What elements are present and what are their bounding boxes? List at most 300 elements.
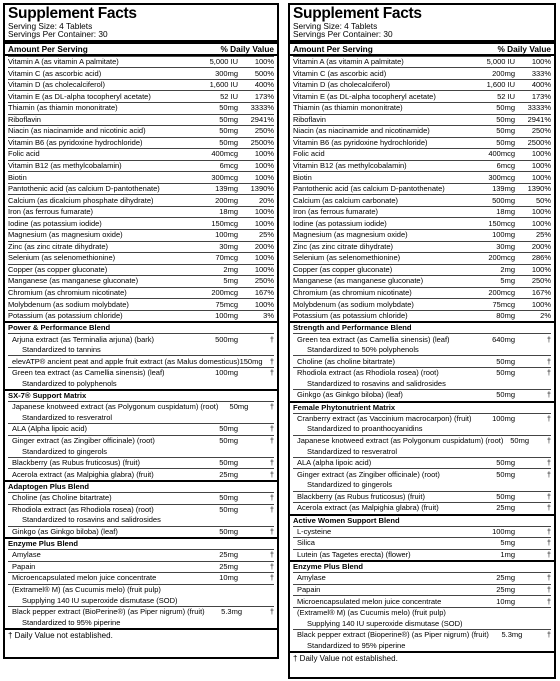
servings-per-container: Servings Per Container: 30 (8, 29, 108, 40)
column-header (293, 44, 551, 54)
daily-value: 100% (254, 57, 274, 67)
daily-value: 100% (531, 149, 551, 159)
ingredient-amount: 5,000 IU (209, 57, 238, 67)
daily-value: † (269, 424, 274, 434)
column-header (8, 44, 274, 54)
nutrient-row (8, 206, 274, 218)
daily-value: 3333% (250, 103, 274, 113)
daily-value: † (546, 390, 551, 400)
daily-value: 25% (535, 230, 551, 240)
ingredient-note-row (293, 641, 551, 652)
daily-value: † (269, 356, 274, 366)
ingredient-amount: 5mg (223, 276, 238, 286)
ingredient-amount: 50mg (219, 435, 238, 445)
ingredient-name: Magnesium (as magnesium oxide) (8, 230, 123, 240)
ingredient-amount: 5mg (500, 276, 515, 286)
ingredient-amount: 50mg (496, 126, 515, 136)
ingredient-amount: 50mg (219, 126, 238, 136)
ingredient-name: ALA (alpha lipoic acid) (297, 458, 372, 468)
ingredient-amount: 50mg (219, 114, 238, 124)
blend-title: Adaptogen Plus Blend (8, 481, 90, 491)
ingredient-amount: 100mg (492, 230, 515, 240)
nutrient-row (293, 217, 551, 229)
nutrient-row (8, 264, 274, 276)
amount-header: Amount Per Serving (8, 43, 88, 54)
ingredient-name: Vitamin B6 (as pyridoxine hydrochloride) (8, 137, 143, 147)
nutrient-row (8, 561, 274, 573)
ingredient-name: Cranberry extract (as Vaccinium macrocarpon) (fruit) (297, 413, 472, 423)
ingredient-name: Copper (as copper gluconate) (8, 264, 108, 274)
ingredient-name: L-cysteine (297, 526, 332, 536)
ingredient-note-row (8, 595, 274, 606)
ingredient-name: Black pepper extract (BioPerine®) (as Piper nigrum) (fruit) (12, 607, 205, 617)
daily-value: 20% (258, 195, 274, 205)
nutrient-row (8, 56, 274, 68)
daily-value: 286% (531, 253, 551, 263)
ingredient-name: Standardized to resveratrol (22, 412, 113, 422)
ingredient-name: (Extramel® M) (as Cucumis melo) (fruit pulp) (297, 608, 446, 618)
blend-section (290, 514, 554, 561)
ingredient-amount: 1,600 IU (209, 80, 238, 90)
ingredient-amount: 50mg (496, 137, 515, 147)
daily-value: 500% (254, 68, 274, 78)
ingredient-name: Choline (as choline bitartrate) (297, 356, 395, 366)
daily-value: † (546, 503, 551, 513)
ingredient-amount: 200mg (492, 68, 515, 78)
nutrient-row (293, 194, 551, 206)
ingredient-name: Niacin (as niacinamide and nicotinic acid) (8, 126, 146, 136)
ingredient-name: Blackberry (as Rubus fruticosus) (fruit) (297, 491, 425, 501)
nutrient-row (8, 137, 274, 149)
daily-value: 100% (254, 299, 274, 309)
ingredient-name: Vitamin B12 (as methylcobalamin) (293, 160, 407, 170)
nutrient-row (293, 275, 551, 287)
ingredient-amount: 50mg (496, 491, 515, 501)
ingredient-name: Copper (as copper gluconate) (293, 264, 393, 274)
ingredient-name: Standardized to proanthocyanidins (307, 424, 423, 434)
ingredient-amount: 50mg (219, 137, 238, 147)
nutrient-row (293, 160, 551, 172)
nutrient-row (293, 114, 551, 126)
ingredient-note-row (8, 446, 274, 457)
serving-size: Serving Size: 4 Tablets (8, 21, 93, 31)
nutrient-row (8, 275, 274, 287)
nutrient-row (293, 79, 551, 91)
ingredient-name: Ginger extract (as Zingiber officinale) (root) (297, 469, 440, 479)
nutrient-row (8, 468, 274, 480)
ingredient-amount: 50mg (496, 356, 515, 366)
ingredient-note-row (293, 379, 551, 390)
ingredient-name: Choline (as Choline bitartrate) (12, 493, 112, 503)
ingredient-amount: 18mg (219, 207, 238, 217)
ingredient-name: Microencapsulated melon juice concentrate (297, 596, 442, 606)
blend-section (290, 401, 554, 514)
nutrient-row (293, 389, 551, 401)
nutrient-row (8, 572, 274, 584)
daily-value: 2941% (527, 114, 551, 124)
nutrient-row (293, 468, 551, 480)
nutrient-row (8, 355, 274, 367)
ingredient-name: Vitamin A (as vitamin A palmitate) (8, 57, 119, 67)
ingredient-name: Japanese knotweed extract (as Polygonum cuspidatum) (root) (12, 402, 219, 412)
ingredient-name: Niacin (as niacinamide and nicotinamide) (293, 126, 430, 136)
ingredient-name: elevATP® ancient peat and apple fruit extract (as Malus domesticus) (12, 356, 240, 366)
blend-title: Female Phytonutrient Matrix (293, 402, 396, 412)
supplement-facts-panel-left (3, 3, 279, 659)
ingredient-name: Thiamin (as thiamin mononitrate) (293, 103, 403, 113)
nutrient-row (293, 457, 551, 469)
ingredient-amount: 5.3mg (221, 607, 243, 617)
ingredient-amount: 500mg (215, 334, 238, 344)
ingredient-name: Riboflavin (8, 114, 41, 124)
daily-value: † (546, 491, 551, 501)
daily-value: † (546, 356, 551, 366)
nutrient-row (293, 90, 551, 102)
ingredient-name: Arjuna extract (as Terminalia arjuna) (bark) (12, 334, 154, 344)
ingredient-name: Black pepper extract (Bioperine®) (as Piper nigrum) (fruit) (297, 630, 489, 640)
ingredient-name: Iodine (as potassium iodide) (293, 218, 387, 228)
daily-value: 2500% (527, 137, 551, 147)
daily-value: 100% (254, 207, 274, 217)
ingredient-name: Calcium (as dicalcium phosphate dihydrate) (8, 195, 154, 205)
daily-value: 100% (531, 207, 551, 217)
ingredient-name: Vitamin D (as cholecalciferol) (8, 80, 105, 90)
nutrient-row (293, 67, 551, 79)
ingredient-amount: 300mcg (488, 172, 515, 182)
ingredient-amount: 400mcg (211, 149, 238, 159)
ingredient-amount: 150mg (239, 356, 263, 366)
daily-value: 3% (263, 311, 274, 321)
ingredient-name: Magnesium (as magnesium oxide) (293, 230, 408, 240)
daily-value: 100% (531, 299, 551, 309)
nutrient-row (8, 183, 274, 195)
ingredient-note-row (8, 413, 274, 424)
ingredient-name: Amylase (297, 573, 326, 583)
ingredient-name: Green tea extract (as Camellia sinensis) (leaf) (12, 368, 165, 378)
ingredient-name: Acerola extract (as Malpighia glabra) (fruit) (12, 469, 154, 479)
blend-section (290, 321, 554, 400)
daily-value: 250% (254, 276, 274, 286)
daily-value: 2941% (250, 114, 274, 124)
ingredient-name: Potassium (as potassium chloride) (8, 311, 123, 321)
ingredient-amount: 25mg (219, 561, 238, 571)
daily-value: 2500% (250, 137, 274, 147)
daily-value: † (546, 368, 551, 378)
daily-value: 200% (254, 241, 274, 251)
ingredient-amount: 30mg (219, 241, 238, 251)
daily-value: † (269, 469, 274, 479)
daily-value: † (546, 585, 551, 594)
ingredient-name: Vitamin B12 (as methylcobalamin) (8, 160, 122, 170)
daily-value: † (546, 413, 551, 423)
nutrient-row (8, 457, 274, 469)
daily-value: † (269, 561, 274, 571)
ingredient-amount: 150mcg (488, 218, 515, 228)
nutrient-row (293, 595, 551, 607)
blend-section (5, 480, 277, 537)
ingredient-amount: 50mg (496, 103, 515, 113)
daily-value: 1390% (527, 184, 551, 194)
ingredient-amount: 5mg (500, 538, 515, 548)
ingredient-amount: 25mg (496, 503, 515, 513)
footnote: † Daily Value not established. (5, 628, 277, 642)
ingredient-amount: 50mg (496, 458, 515, 468)
ingredient-name: Standardized to polyphenols (22, 378, 117, 388)
nutrient-row (8, 423, 274, 435)
daily-value: 100% (254, 253, 274, 263)
ingredient-amount: 50mg (229, 402, 249, 412)
daily-value: 250% (531, 276, 551, 286)
ingredient-name: Ginkgo (as Ginkgo biloba) (leaf) (297, 390, 403, 400)
ingredient-amount: 200mg (215, 195, 238, 205)
ingredient-name: ALA (Alpha lipoic acid) (12, 424, 88, 434)
ingredient-name: Molybdenum (as sodium molybdate) (293, 299, 414, 309)
ingredient-amount: 25mg (219, 550, 238, 560)
ingredient-name: Blackberry (as Rubus fruticosus) (fruit) (12, 458, 140, 468)
ingredient-amount: 25mg (496, 573, 515, 583)
ingredient-amount: 50mg (219, 493, 238, 503)
ingredient-amount: 75mcg (215, 299, 238, 309)
ingredient-name: Standardized to rosavins and salidrosides (307, 378, 446, 388)
ingredient-name: Vitamin C (as ascorbic acid) (293, 68, 387, 78)
daily-value: † (546, 469, 551, 479)
nutrient-row (293, 537, 551, 549)
nutrient-row (293, 549, 551, 561)
ingredient-note-row (293, 446, 551, 457)
ingredient-amount: 30mg (496, 241, 515, 251)
nutrient-row (8, 148, 274, 160)
nutrient-list (293, 56, 551, 322)
ingredient-name: Folic acid (293, 149, 325, 159)
nutrient-row (293, 206, 551, 218)
daily-value: † (546, 596, 551, 606)
ingredient-name: Standardized to 95% piperine (307, 640, 406, 650)
ingredient-name: Biotin (293, 172, 312, 182)
daily-value: † (546, 458, 551, 468)
ingredient-amount: 52 IU (497, 91, 515, 101)
ingredient-amount: 75mcg (492, 299, 515, 309)
nutrient-row (8, 492, 274, 504)
nutrient-row (8, 114, 274, 126)
nutrient-row (293, 526, 551, 538)
nutrient-row (8, 90, 274, 102)
servings-per-container: Servings Per Container: 30 (293, 29, 393, 40)
ingredient-name: Lutein (as Tagetes erecta) (flower) (297, 549, 411, 559)
ingredient-amount: 10mg (219, 573, 238, 583)
ingredient-amount: 640mg (492, 334, 515, 344)
ingredient-note-row (8, 345, 274, 356)
daily-value: 100% (254, 149, 274, 159)
nutrient-row (293, 137, 551, 149)
daily-value: 100% (531, 264, 551, 274)
ingredient-name: Potassium (as potassium chloride) (293, 311, 408, 321)
daily-value: † (269, 368, 274, 378)
daily-value: 167% (531, 287, 551, 297)
ingredient-name: (Extramel® M) (as Cucumis melo) (fruit pulp) (12, 585, 161, 594)
ingredient-amount: 139mg (492, 184, 515, 194)
daily-value: † (269, 526, 274, 536)
nutrient-row (8, 401, 274, 413)
nutrient-row (8, 584, 274, 596)
ingredient-note-row (293, 345, 551, 356)
panel-title: Supplement Facts (8, 5, 137, 22)
ingredient-amount: 2mg (500, 264, 515, 274)
dv-header: % Daily Value (497, 43, 551, 54)
nutrient-row (293, 171, 551, 183)
ingredient-amount: 200mcg (211, 287, 238, 297)
nutrient-row (293, 435, 551, 447)
daily-value: 250% (254, 126, 274, 136)
ingredient-name: Rhodiola extract (as Rhodiola rosea) (root) (297, 368, 439, 378)
ingredient-name: Rhodiola extract (as Rhodiola rosea) (root) (12, 504, 154, 514)
ingredient-name: Iodine (as potassium iodide) (8, 218, 102, 228)
ingredient-name: Vitamin D (as cholecalciferol) (293, 80, 390, 90)
daily-value: † (546, 549, 551, 559)
nutrient-row (293, 584, 551, 596)
ingredient-note-row (293, 424, 551, 435)
panel-title: Supplement Facts (293, 5, 422, 22)
daily-value: † (269, 458, 274, 468)
ingredient-note-row (293, 618, 551, 629)
ingredient-amount: 200mcg (488, 253, 515, 263)
ingredient-amount: 500mg (492, 195, 515, 205)
daily-value: 100% (531, 172, 551, 182)
ingredient-name: Selenium (as selenomethionine) (293, 253, 401, 263)
ingredient-name: Standardized to rosavins and salidrosides (22, 515, 161, 525)
nutrient-row (8, 217, 274, 229)
ingredient-note-row (8, 515, 274, 526)
ingredient-name: Calcium (as calcium carbonate) (293, 195, 399, 205)
nutrient-row (293, 56, 551, 68)
ingredient-amount: 50mg (219, 504, 238, 514)
daily-value: 100% (531, 218, 551, 228)
blend-title: Enzyme Plus Blend (293, 562, 364, 572)
blend-list (293, 321, 551, 651)
nutrient-row (293, 102, 551, 114)
ingredient-name: Vitamin A (as vitamin A palmitate) (293, 57, 404, 67)
ingredient-name: Ginger extract (as Zingiber officinale) (root) (12, 435, 155, 445)
nutrient-row (8, 125, 274, 137)
daily-value: 100% (531, 160, 551, 170)
ingredient-amount: 100mg (215, 368, 238, 378)
ingredient-name: Microencapsulated melon juice concentrate (12, 573, 157, 583)
nutrient-row (293, 355, 551, 367)
nutrient-row (8, 171, 274, 183)
ingredient-name: Standardized to resveratrol (307, 446, 398, 456)
blend-title: SX-7® Support Matrix (8, 391, 87, 401)
ingredient-amount: 150mcg (211, 218, 238, 228)
serving-size: Serving Size: 4 Tablets (293, 21, 378, 31)
ingredient-name: Papain (297, 585, 321, 594)
daily-value: † (269, 493, 274, 503)
ingredient-name: Chromium (as chromium nicotinate) (293, 287, 412, 297)
daily-value: † (269, 504, 274, 514)
daily-value: † (269, 334, 274, 344)
ingredient-name: Thiamin (as thiamin mononitrate) (8, 103, 118, 113)
ingredient-note-row (8, 379, 274, 390)
daily-value: 50% (535, 195, 551, 205)
ingredient-amount: 6mcg (496, 160, 515, 170)
daily-value: 173% (254, 91, 274, 101)
nutrient-row (8, 287, 274, 299)
daily-value: 3333% (527, 103, 551, 113)
ingredient-name: Vitamin B6 (as pyridoxine hydrochloride) (293, 137, 428, 147)
nutrient-row (8, 333, 274, 345)
blend-title: Active Women Support Blend (293, 515, 400, 525)
ingredient-amount: 139mg (215, 184, 238, 194)
daily-value: † (546, 630, 551, 640)
daily-value: 333% (531, 68, 551, 78)
nutrient-row (293, 629, 551, 641)
ingredient-note-row (8, 617, 274, 628)
nutrient-row (8, 298, 274, 310)
ingredient-name: Acerola extract (as Malpighia glabra) (fruit) (297, 503, 439, 513)
blend-section (5, 537, 277, 628)
ingredient-name: Chromium (as chromium nicotinate) (8, 287, 127, 297)
ingredient-amount: 52 IU (220, 91, 238, 101)
ingredient-amount: 50mg (219, 424, 238, 434)
ingredient-name: Standardized to gingerols (22, 446, 108, 456)
ingredient-name: Supplying 140 IU superoxide dismutase (SOD) (307, 618, 463, 628)
blend-title: Strength and Performance Blend (293, 323, 412, 333)
ingredient-name: Vitamin C (as ascorbic acid) (8, 68, 102, 78)
ingredient-amount: 25mg (219, 469, 238, 479)
ingredient-amount: 100mg (215, 230, 238, 240)
daily-value: † (269, 435, 274, 445)
nutrient-row (293, 607, 551, 619)
ingredient-amount: 100mg (492, 526, 515, 536)
nutrient-row (8, 606, 274, 618)
ingredient-name: Riboflavin (293, 114, 326, 124)
ingredient-name: Manganese (as manganese gluconate) (8, 276, 139, 286)
nutrient-row (8, 435, 274, 447)
supplement-facts-panel-right (288, 3, 556, 679)
nutrient-row (293, 264, 551, 276)
daily-value: 2% (540, 311, 551, 321)
ingredient-name: Japanese knotweed extract (as Polygonum cuspidatum) (root) (297, 435, 504, 445)
ingredient-amount: 2mg (223, 264, 238, 274)
ingredient-name: Iron (as ferrous fumarate) (8, 207, 94, 217)
nutrient-row (293, 287, 551, 299)
daily-value: 25% (258, 230, 274, 240)
nutrient-row (293, 148, 551, 160)
ingredient-name: Papain (12, 561, 36, 571)
ingredient-name: Molybdenum (as sodium molybdate) (8, 299, 129, 309)
nutrient-row (293, 572, 551, 584)
ingredient-amount: 50mg (496, 390, 515, 400)
nutrient-row (293, 298, 551, 310)
daily-value: † (269, 573, 274, 583)
nutrient-row (293, 183, 551, 195)
ingredient-amount: 10mg (496, 596, 515, 606)
ingredient-name: Zinc (as zinc citrate dihydrate) (293, 241, 394, 251)
nutrient-row (293, 413, 551, 425)
nutrient-row (8, 526, 274, 538)
ingredient-amount: 5,000 IU (486, 57, 515, 67)
daily-value: 100% (254, 172, 274, 182)
footnote: † Daily Value not established. (290, 651, 554, 665)
ingredient-amount: 50mg (219, 103, 238, 113)
ingredient-name: Biotin (8, 172, 27, 182)
ingredient-amount: 70mcg (215, 253, 238, 263)
daily-value: 1390% (250, 184, 274, 194)
ingredient-amount: 25mg (496, 585, 515, 594)
ingredient-amount: 1,600 IU (486, 80, 515, 90)
daily-value: 100% (254, 264, 274, 274)
ingredient-amount: 300mcg (211, 172, 238, 182)
ingredient-name: Vitamin E (as DL-alpha tocopheryl acetate) (8, 91, 151, 101)
daily-value: † (269, 550, 274, 560)
